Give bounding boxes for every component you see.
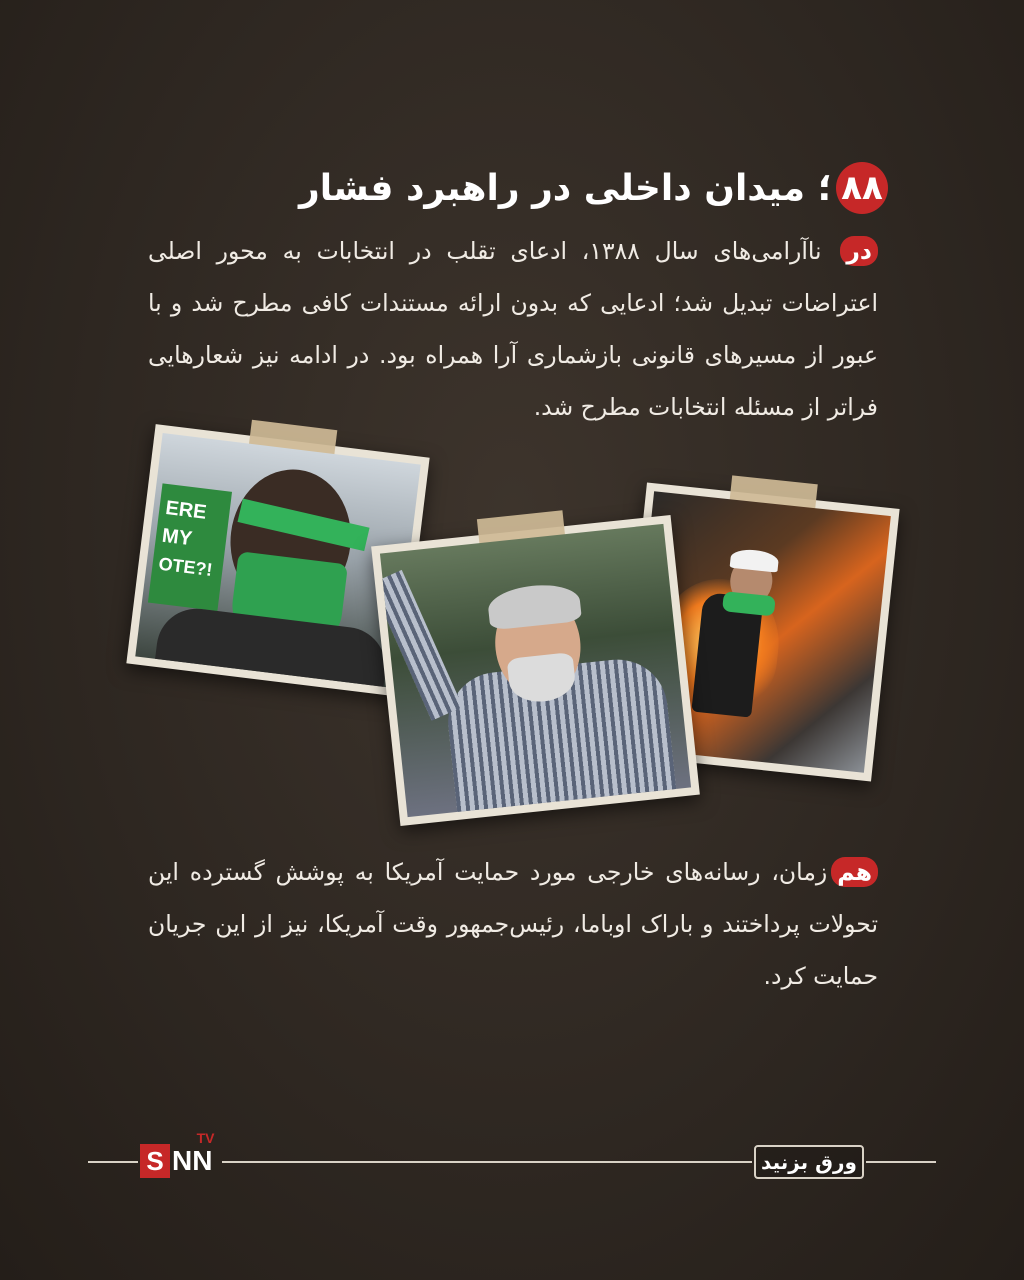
svg-text:MY: MY [160, 524, 194, 551]
footer-divider-right [866, 1161, 936, 1163]
paragraph-2 [148, 846, 878, 1002]
swipe-next-button[interactable]: ورق بزنید [754, 1145, 864, 1179]
logo-tv-text: TV [196, 1130, 215, 1146]
protest-sign [148, 483, 232, 611]
paragraph-1-lead: در [840, 236, 878, 266]
title-row [299, 158, 888, 218]
protester-body [155, 604, 391, 688]
paragraph-1-text: ناآرامی‌های سال ۱۳۸۸، ادعای تقلب در انتخابات به محور اصلی اعتراضات تبدیل شد؛ ادعایی که بدون ارائه مستندات کافی مطرح شد و با عبور از مسیرهای قانونی بازشماری آرا همراه بود. در ادامه نیز شعارهایی فراتر از مسئله انتخابات مطرح شد. [148, 237, 878, 421]
paragraph-2-lead: هم [831, 857, 878, 887]
photo-2-image [380, 524, 691, 817]
snn-tv-logo [140, 1130, 215, 1178]
svg-text:ERE: ERE [164, 496, 208, 524]
paragraph-2-text: زمان، رسانه‌های خارجی مورد حمایت آمریکا به پوشش گسترده این تحولات پرداختند و باراک اوباما، رئیس‌جمهور وقت آمریکا، نیز از این جریان حمایت کرد. [148, 858, 878, 990]
photo-leader-waving [371, 515, 700, 826]
logo-nn-text: NN [172, 1145, 213, 1176]
title-number-badge: ۸۸ [836, 162, 888, 214]
footer-divider-left [88, 1161, 138, 1163]
page-title: ؛ میدان داخلی در راهبرد فشار [298, 167, 832, 209]
paragraph-1 [148, 225, 878, 433]
logo-s-mark: S [140, 1144, 170, 1178]
svg-text:OTE?!: OTE?! [157, 553, 214, 580]
raised-arm [380, 570, 463, 721]
footer-divider-middle [222, 1161, 752, 1163]
